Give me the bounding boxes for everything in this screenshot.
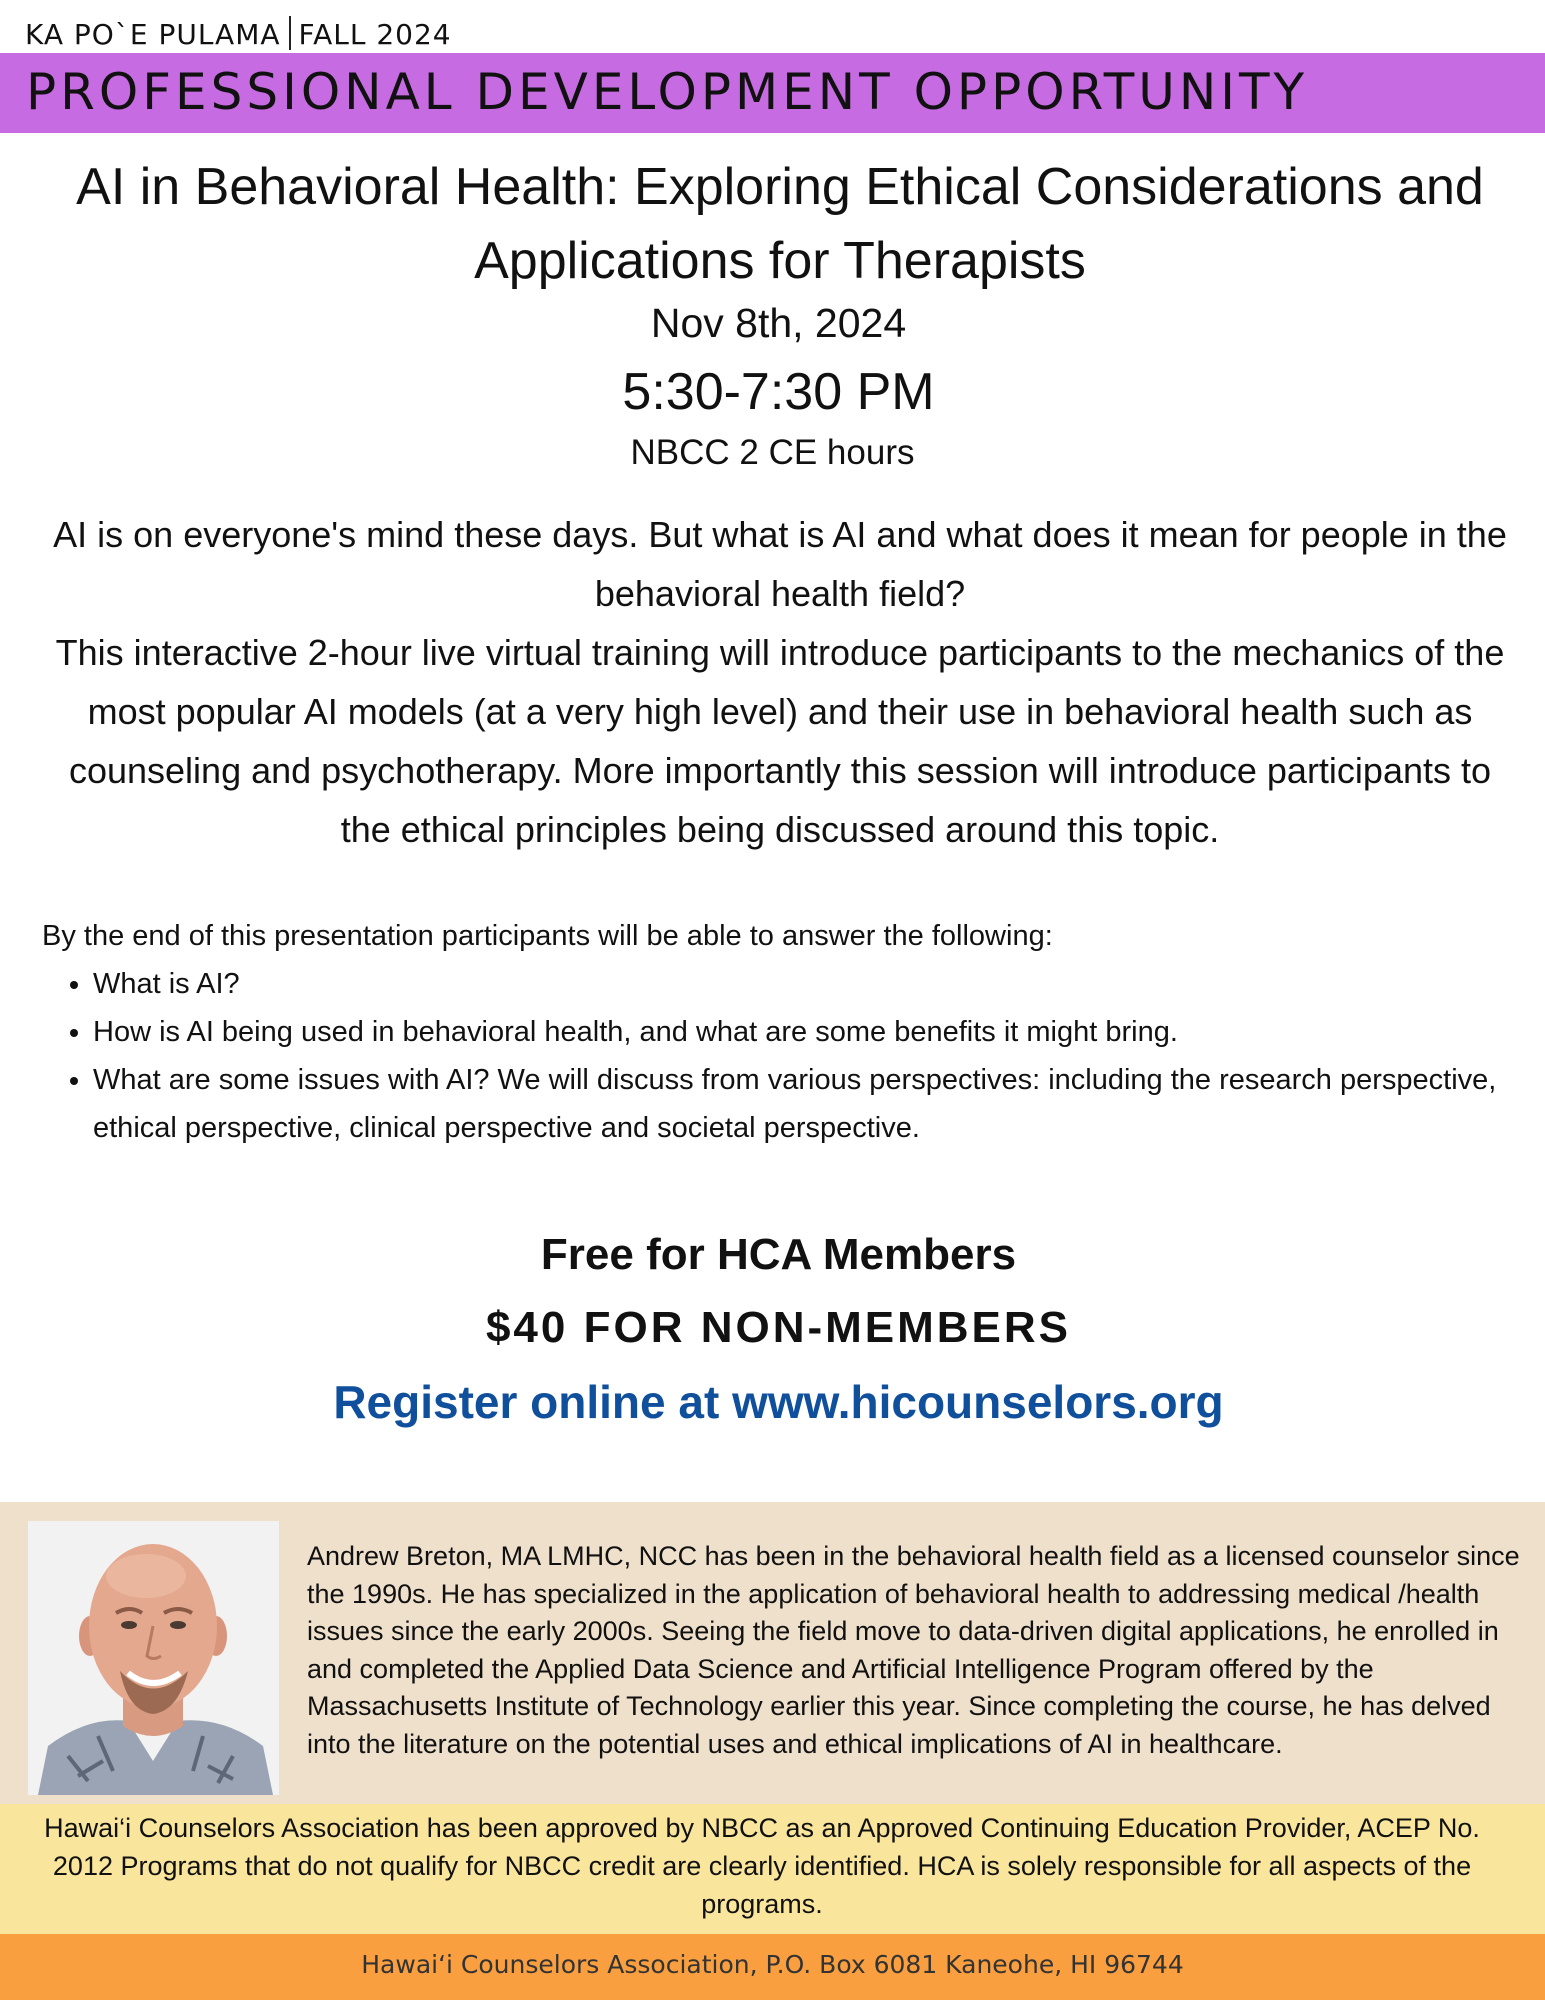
footer xyxy=(0,1934,1545,2000)
member-price: Free for HCA Members xyxy=(540,1230,1017,1279)
presenter-bio-section xyxy=(0,1502,1545,1804)
accreditation-text: Hawai‘i Counselors Association has been approved by NBCC as an Approved Continuing Education Provider, ACEP No. 2012 Programs that do not qualify for NBCC credit are clearly identified. HCA is solely responsible for all aspects of the programs. xyxy=(44,1813,1480,1919)
newsletter-header xyxy=(25,16,452,51)
event-description xyxy=(40,505,1520,859)
non-member-price: $40 FOR NON-MEMBERS xyxy=(485,1303,1072,1352)
header-divider xyxy=(289,16,291,50)
event-title-line-2: Applications for Therapists xyxy=(474,232,1086,290)
accreditation-section xyxy=(0,1804,1545,1934)
presenter-bio: Andrew Breton, MA LMHC, NCC has been in the behavioral health field as a licensed counselor since the 1990s. He has specialized in the application of behavioral health to addressing medical /health issues since the early 2000s. Seeing the field move to data-driven digital applications, he enrolled in and completed the Applied Data Science and Artificial Intelligence Program offered by the Massachusetts Institute of Technology earlier this year. Since completing the course, he has delved into the literature on the potential uses and ethical implications of AI in healthcare. xyxy=(307,1541,1520,1759)
section-banner xyxy=(0,53,1545,133)
event-title-line-1: AI in Behavioral Health: Exploring Ethical Considerations and xyxy=(76,158,1484,216)
description-body: This interactive 2-hour live virtual training will introduce participants to the mechanics of the most popular AI models (at a very high level) and their use in behavioral health such as counseling and psychotherapy. More importantly this session will introduce participants to the ethical principles being discussed around this topic. xyxy=(55,632,1505,850)
banner-title: PROFESSIONAL DEVELOPMENT OPPORTUNITY xyxy=(26,63,1309,121)
presenter-photo xyxy=(28,1521,279,1795)
objectives-list xyxy=(42,960,1502,1152)
list-item: • What are some issues with AI? We will discuss from various perspectives: including the research perspective, ethical perspective, clinical perspective and societal perspective. xyxy=(93,1056,1502,1152)
newsletter-name: KA PO`E PULAMA xyxy=(25,18,281,51)
learning-objectives xyxy=(42,912,1502,1152)
list-item: • How is AI being used in behavioral health, and what are some benefits it might bring. xyxy=(93,1008,1502,1056)
register-link[interactable]: Register online at www.hicounselors.org xyxy=(333,1376,1224,1428)
event-title xyxy=(40,150,1520,298)
objectives-lead: By the end of this presentation participants will be able to answer the following: xyxy=(42,920,1053,952)
newsletter-issue: FALL 2024 xyxy=(298,18,452,51)
ce-hours: NBCC 2 CE hours xyxy=(630,433,915,472)
list-item: • What is AI? xyxy=(93,960,1502,1008)
presenter-portrait-icon xyxy=(28,1521,279,1795)
description-intro: AI is on everyone's mind these days. But what is AI and what does it mean for people in the behavioral health field? xyxy=(53,514,1507,614)
event-date: Nov 8th, 2024 xyxy=(650,300,907,346)
event-time: 5:30-7:30 PM xyxy=(622,363,935,421)
footer-address: Hawai‘i Counselors Association, P.O. Box 6081 Kaneohe, HI 96744 xyxy=(361,1950,1184,1979)
